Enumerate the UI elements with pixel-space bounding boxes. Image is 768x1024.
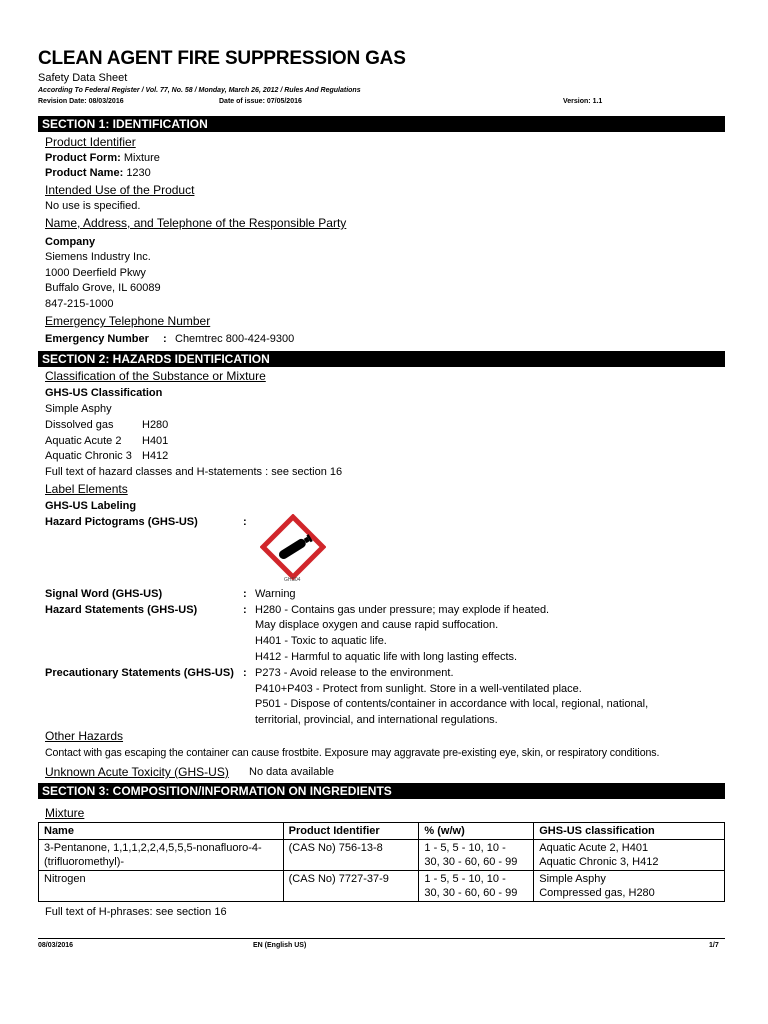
precautionary-statement: P273 - Avoid release to the environment. [255, 667, 454, 679]
signal-word: Warning [255, 588, 296, 600]
emergency-label: Emergency Number [45, 333, 149, 345]
colon: : [243, 604, 247, 616]
column-header: % (w/w) [419, 823, 534, 840]
emergency-colon: : [163, 333, 167, 345]
version: Version: 1.1 [563, 98, 603, 105]
ingredient-percent: 1 - 5, 5 - 10, 10 - 30, 30 - 60, 60 - 99 [419, 871, 534, 902]
table-header-row [39, 823, 725, 840]
hazard-statement: H280 - Contains gas under pressure; may explode if heated. [255, 604, 550, 616]
precautionary-statement: territorial, provincial, and international regulations. [255, 714, 498, 726]
precautionary-statement: P501 - Dispose of contents/container in accordance with local, regional, national, [255, 698, 649, 710]
classification-dissolved-gas: Dissolved gas [45, 419, 114, 431]
hazard-statement: May displace oxygen and cause rapid suffocation. [255, 619, 499, 631]
full-text-h-phrases: Full text of H-phrases: see section 16 [45, 906, 227, 918]
hazard-code: H412 [142, 450, 169, 462]
company-line: Siemens Industry Inc. [45, 251, 151, 263]
colon: : [243, 667, 247, 679]
unknown-toxicity-heading: Unknown Acute Toxicity (GHS-US) [45, 765, 229, 779]
emergency-heading: Emergency Telephone Number [45, 314, 211, 328]
company-label: Company [45, 236, 96, 248]
precautionary-statement: P410+P403 - Protect from sunlight. Store in a well-ventilated place. [255, 683, 582, 695]
precautionary-label: Precautionary Statements (GHS-US) [45, 667, 234, 679]
product-name: Product Name: 1230 [45, 167, 151, 179]
company-line: 1000 Deerfield Pkwy [45, 267, 146, 279]
hazard-statement: H412 - Harmful to aquatic life with long lasting effects. [255, 651, 518, 663]
hazard-statement: H401 - Toxic to aquatic life. [255, 635, 387, 647]
document-subtitle: Safety Data Sheet [38, 72, 128, 84]
section-2-heading: SECTION 2: HAZARDS IDENTIFICATION [38, 351, 725, 367]
footer-date: 08/03/2016 [38, 942, 74, 949]
mixture-heading: Mixture [45, 806, 85, 820]
footer-divider [38, 938, 725, 939]
page-number: 1/7 [709, 942, 719, 949]
column-header: Name [39, 823, 284, 840]
classification-heading: Classification of the Substance or Mixture [45, 369, 266, 383]
ingredient-classification: Simple Asphy Compressed gas, H280 [534, 871, 725, 902]
product-identifier-heading: Product Identifier [45, 135, 136, 149]
colon: : [243, 516, 247, 528]
footer-language: EN (English US) [253, 942, 307, 949]
unknown-toxicity-value: No data available [249, 766, 335, 778]
ingredient-percent: 1 - 5, 5 - 10, 10 - 30, 30 - 60, 60 - 99 [419, 840, 534, 871]
issue-date: Date of issue: 07/05/2016 [219, 98, 302, 105]
ingredient-name: 3-Pentanone, 1,1,1,2,2,4,5,5,5-nonafluoro-4- (trifluoromethyl)- [39, 840, 284, 871]
pictograms-label: Hazard Pictograms (GHS-US) [45, 516, 198, 528]
section-1-heading: SECTION 1: IDENTIFICATION [38, 116, 725, 132]
intended-use-text: No use is specified. [45, 200, 141, 212]
hazard-code: H401 [142, 435, 169, 447]
emergency-number: Chemtrec 800-424-9300 [175, 333, 295, 345]
other-hazards-heading: Other Hazards [45, 729, 124, 743]
section-3-heading: SECTION 3: COMPOSITION/INFORMATION ON INGREDIENTS [38, 783, 725, 799]
signal-word-label: Signal Word (GHS-US) [45, 588, 163, 600]
ingredient-name: Nitrogen [39, 871, 284, 902]
ingredient-identifier: (CAS No) 7727-37-9 [283, 871, 419, 902]
column-header: Product Identifier [283, 823, 419, 840]
ingredient-identifier: (CAS No) 756-13-8 [283, 840, 419, 871]
colon: : [243, 588, 247, 600]
gas-cylinder-icon [260, 514, 326, 580]
full-text-note: Full text of hazard classes and H-statements : see section 16 [45, 466, 343, 478]
table-row [39, 871, 725, 902]
ingredients-table [38, 822, 725, 902]
revision-date: Revision Date: 08/03/2016 [38, 98, 124, 105]
classification-aquatic-chronic: Aquatic Chronic 3 [45, 450, 132, 462]
label-elements-heading: Label Elements [45, 482, 128, 496]
column-header: GHS-US classification [534, 823, 725, 840]
company-line: 847-215-1000 [45, 298, 114, 310]
regulation-reference: According To Federal Register / Vol. 77, No. 58 / Monday, March 26, 2012 / Rules And Regulations [38, 87, 361, 94]
hazard-statements-label: Hazard Statements (GHS-US) [45, 604, 198, 616]
pictogram-code: GHS04 [284, 577, 301, 583]
hazard-code: H280 [142, 419, 169, 431]
intended-use-heading: Intended Use of the Product [45, 183, 195, 197]
other-hazards-text: Contact with gas escaping the container can cause frostbite. Exposure may aggravate pre-existing eye, skin, or respiratory conditions. [45, 747, 660, 759]
responsible-party-heading: Name, Address, and Telephone of the Responsible Party [45, 216, 347, 230]
ingredient-classification: Aquatic Acute 2, H401 Aquatic Chronic 3, H412 [534, 840, 725, 871]
document-title: CLEAN AGENT FIRE SUPPRESSION GAS [38, 48, 406, 69]
table-row [39, 840, 725, 871]
product-form: Product Form: Mixture [45, 152, 160, 164]
ghs-labeling-label: GHS-US Labeling [45, 500, 137, 512]
classification-aquatic-acute: Aquatic Acute 2 [45, 435, 122, 447]
ghs-classification-label: GHS-US Classification [45, 387, 163, 399]
gas-cylinder-pictogram [260, 514, 326, 588]
classification-simple-asphy: Simple Asphy [45, 403, 112, 415]
company-line: Buffalo Grove, IL 60089 [45, 282, 161, 294]
